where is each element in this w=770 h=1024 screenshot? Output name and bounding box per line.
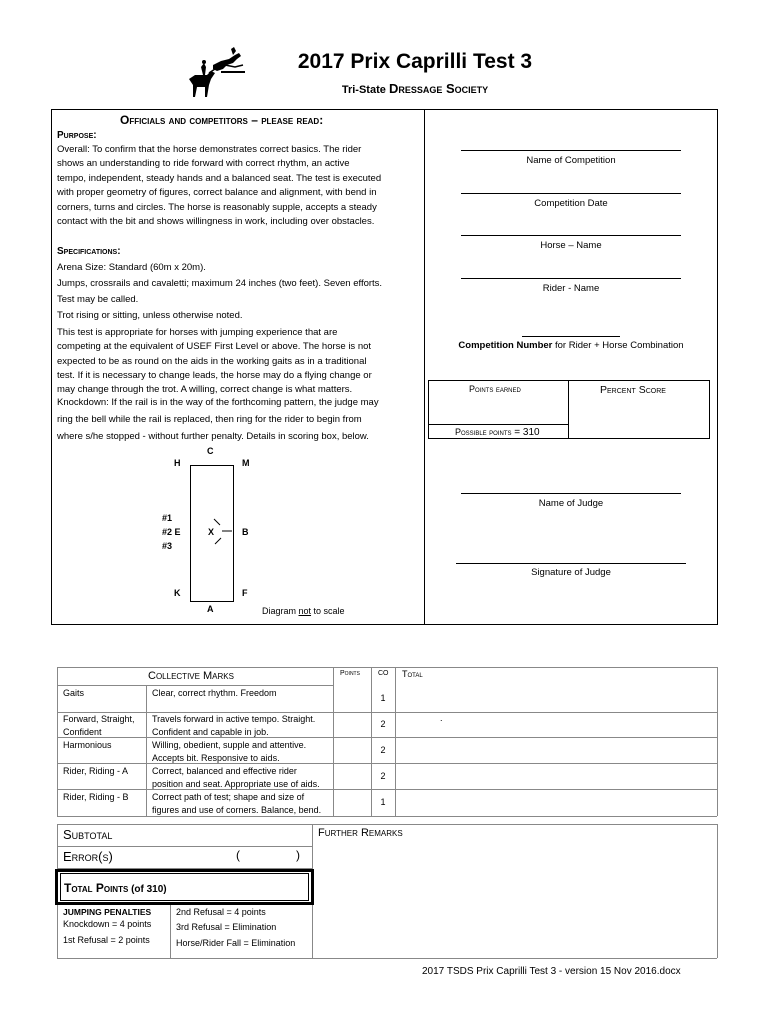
col-total-header: Total [402,669,423,679]
collective-row-forward-co: 2 [380,719,386,729]
penalty-third-refusal: 3rd Refusal = Elimination [176,922,277,932]
collective-row-rider-b-co: 1 [380,797,386,807]
penalty-fall: Horse/Rider Fall = Elimination [176,938,296,948]
collective-row-forward-desc: Travels forward in active tempo. Straight. Confident and capable in job. [152,714,316,737]
arena-letter-k: K [174,588,181,598]
competition-number-line [522,336,620,337]
footer-filename: 2017 TSDS Prix Caprilli Test 3 - version 15 Nov 2016.docx [422,966,681,977]
points-earned-label: Points earned [469,384,521,394]
jump-2-label: #2 E [162,527,181,537]
collective-row-harmonious-name: Harmonious [63,740,112,750]
jump-3-label: #3 [162,541,173,551]
competition-date-line [461,193,681,194]
further-remarks-label: Further Remarks [318,827,403,839]
penalty-first-refusal: 1st Refusal = 2 points [63,935,150,945]
competition-number-label: Competition Number for Rider + Horse Combination [458,340,684,351]
purpose-heading: Purpose: [57,130,97,141]
collective-row-gaits-name: Gaits [63,688,85,698]
officials-heading: Officials and competitors – please read: [120,113,324,127]
collective-table-top [57,667,717,668]
purpose-text: Overall: To confirm that the horse demonstrates correct basics. The rider shows an understanding to ride forward with correct rhythm, an active tempo, independent, steady hands and a balanced seat. The test is executed with proper geometry of figures, correct balance and alignment, with bend in corners, turns and circles. The horse is reasonably supple, accepts a steady contact with the bit and shows willingness in work, including over obstacles. [57,144,382,228]
errors-paren-open: ( [236,848,240,862]
rider-name-line [461,278,681,279]
subtotal-label: Subtotal [63,827,113,842]
collective-row-forward-name: Forward, Straight, Confident [63,714,135,737]
spec-line-11: where s/he stopped - without further penalty. Details in scoring box, below. [57,431,369,442]
competition-name-line [461,150,681,151]
collective-row-gaits-desc: Clear, correct rhythm. Freedom [152,688,277,698]
arena-letter-m: M [242,458,250,468]
jumping-penalties-heading: JUMPING PENALTIES [63,907,152,917]
page-title: 2017 Prix Caprilli Test 3 [297,50,533,73]
collective-row-rider-a-name: Rider, Riding - A [63,766,129,776]
collective-row-rider-b-desc: Correct path of test; shape and size of figures and use of corners. Balance, bend. [152,792,322,815]
arena-letter-a: A [207,604,214,614]
total-points-label: Total Points (of 310) [64,881,167,895]
arena-letter-h: H [174,458,181,468]
jump-marks-icon [210,516,240,546]
collective-row-harmonious-co: 2 [380,745,386,755]
collective-row-rider-a-desc: Correct, balanced and effective rider position and seat. Appropriate use of aids. [152,766,320,789]
judge-name-label: Name of Judge [538,498,604,509]
percent-score-label: Percent Score [600,384,666,396]
penalty-knockdown: Knockdown = 4 points [63,919,152,929]
judge-signature-label: Signature of Judge [531,567,611,578]
col-points-header: Points [340,670,360,677]
collective-row-rider-b-name: Rider, Riding - B [63,792,129,802]
arena-letter-f: F [242,588,248,598]
spec-line-10: ring the bell while the rail is replaced, then ring for the rider to begin from [57,414,362,425]
competition-date-label: Competition Date [534,198,608,209]
spec-line-0: Arena Size: Standard (60m x 20m). [57,262,206,273]
judge-name-line [461,493,681,494]
total-column-dot: . [440,713,443,723]
officials-divider [424,109,425,625]
competition-name-label: Name of Competition [526,155,616,166]
penalty-second-refusal: 2nd Refusal = 4 points [176,907,266,917]
collective-row-harmonious-desc: Willing, obedient, supple and attentive. Accepts bit. Responsive to aids. [152,740,307,763]
errors-paren-close: ) [296,848,300,862]
jump-1-label: #1 [162,513,173,523]
possible-points-divider [428,424,568,425]
collective-marks-heading: Collective Marks [148,670,234,682]
diagram-note: Diagram not to scale [262,606,345,616]
spec-line-9: Knockdown: If the rail is in the way of the forthcoming pattern, the judge may [57,397,379,408]
errors-label: Error(s) [63,849,113,864]
rider-name-label: Rider - Name [542,283,600,294]
arena-letter-x: X [208,527,215,537]
col-co-header: CO [378,670,389,677]
spec-line-3: Trot rising or sitting, unless otherwise noted. [57,310,243,321]
logo-horse-rider-icon [183,43,253,99]
collective-row-gaits-co: 1 [380,693,386,703]
possible-points-label: Possible points = 310 [455,427,540,438]
score-box-divider [568,380,569,439]
spec-line-1: Jumps, crossrails and cavaletti; maximum 24 inches (two feet). Seven efforts. [57,278,383,289]
horse-name-label: Horse – Name [540,240,602,251]
judge-signature-line [456,563,686,564]
spec-line-2: Test may be called. [57,294,139,305]
horse-name-line [461,235,681,236]
specifications-heading: Specifications: [57,246,121,257]
org-name: Tri-State Dressage Society [341,81,489,96]
collective-row-rider-a-co: 2 [380,771,386,781]
arena-letter-b: B [242,527,249,537]
spec-paragraph: This test is appropriate for horses with jumping experience that are competing at the equivalent of USEF First Level or above. The horse is not expected to be as round on the aids in the working gaits as in a traditional test. If it is necessary to change leads, the horse may do a flying change or may change through the trot. A willing, correct change is what matters. [57,327,372,396]
arena-letter-c: C [207,446,214,456]
